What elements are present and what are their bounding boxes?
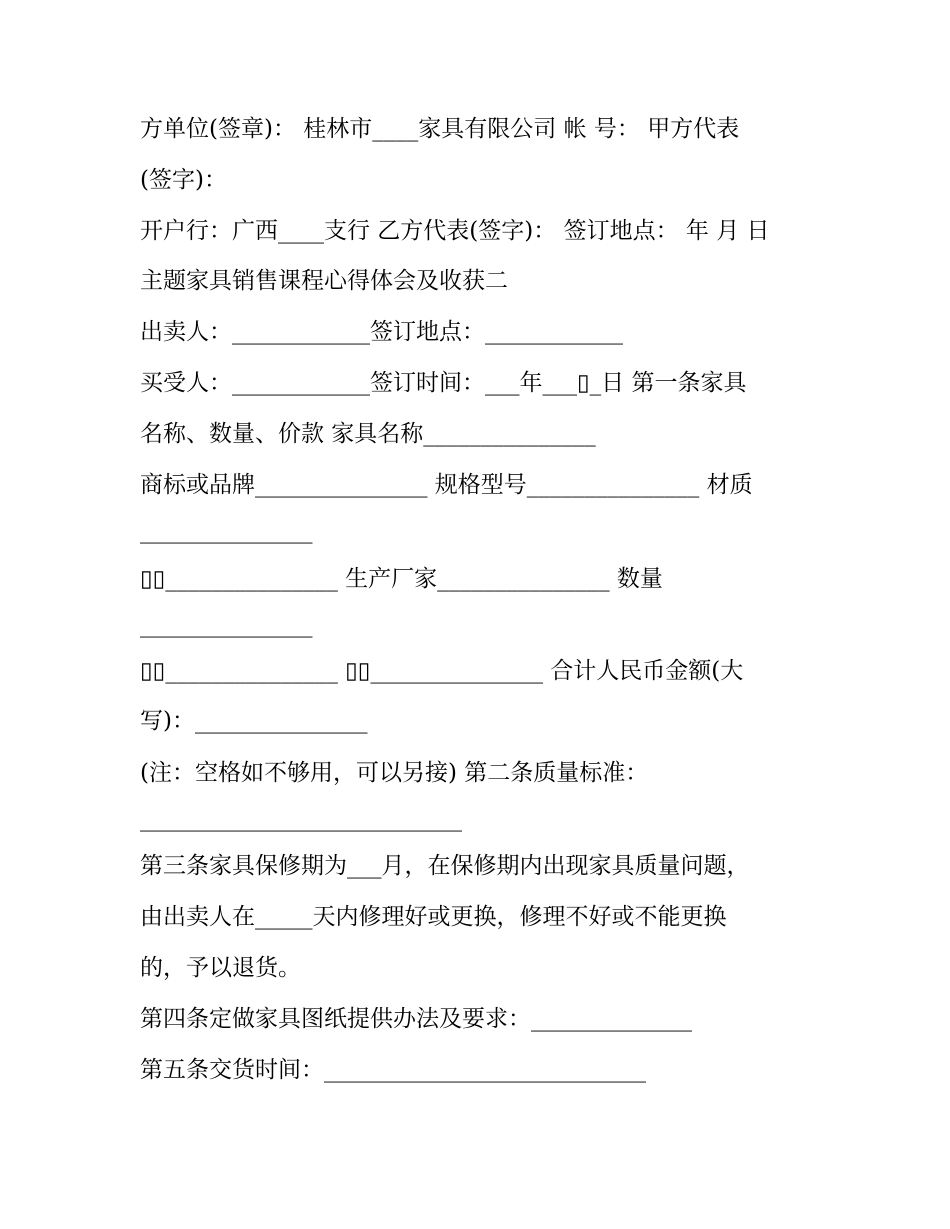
text-line: ____________________________ bbox=[140, 806, 462, 832]
text-line: _______________ bbox=[140, 612, 313, 638]
text-line: (签字)： bbox=[140, 167, 227, 193]
text-line: ▯▯_______________ ▯▯_______________ 合计人民币金额(大 bbox=[140, 658, 744, 684]
text-line: (注：空格如不够用，可以另接) 第二条质量标准： bbox=[140, 760, 649, 786]
text-line: 由出卖人在_____天内修理好或更换，修理不好或不能更换 bbox=[140, 904, 727, 930]
text-line: 买受人：____________签订时间：___年___▯_日 第一条家具 bbox=[140, 370, 747, 396]
text-line: 开户行：广西____支行 乙方代表(签字)： 签订地点： 年 月 日 bbox=[140, 218, 770, 244]
text-line: 的，予以退货。 bbox=[140, 955, 301, 981]
text-line: 第五条交货时间：____________________________ bbox=[140, 1057, 646, 1083]
text-line: ▯▯_______________ 生产厂家_______________ 数量 bbox=[140, 566, 663, 592]
text-line: 出卖人：____________签订地点：____________ bbox=[140, 319, 623, 345]
text-line: 商标或品牌_______________ 规格型号_______________ 材质 bbox=[140, 472, 753, 498]
text-line: _______________ bbox=[140, 518, 313, 544]
text-line: 名称、数量、价款 家具名称_______________ bbox=[140, 421, 596, 447]
text-line: 方单位(签章)： 桂林市____家具有限公司 帐 号： 甲方代表 bbox=[140, 116, 740, 142]
text-line: 写)：_______________ bbox=[140, 708, 368, 734]
text-line: 第四条定做家具图纸提供办法及要求：______________ bbox=[140, 1006, 692, 1032]
text-line: 第三条家具保修期为___月，在保修期内出现家具质量问题， bbox=[140, 853, 750, 879]
text-line: 主题家具销售课程心得体会及收获二 bbox=[140, 268, 508, 294]
